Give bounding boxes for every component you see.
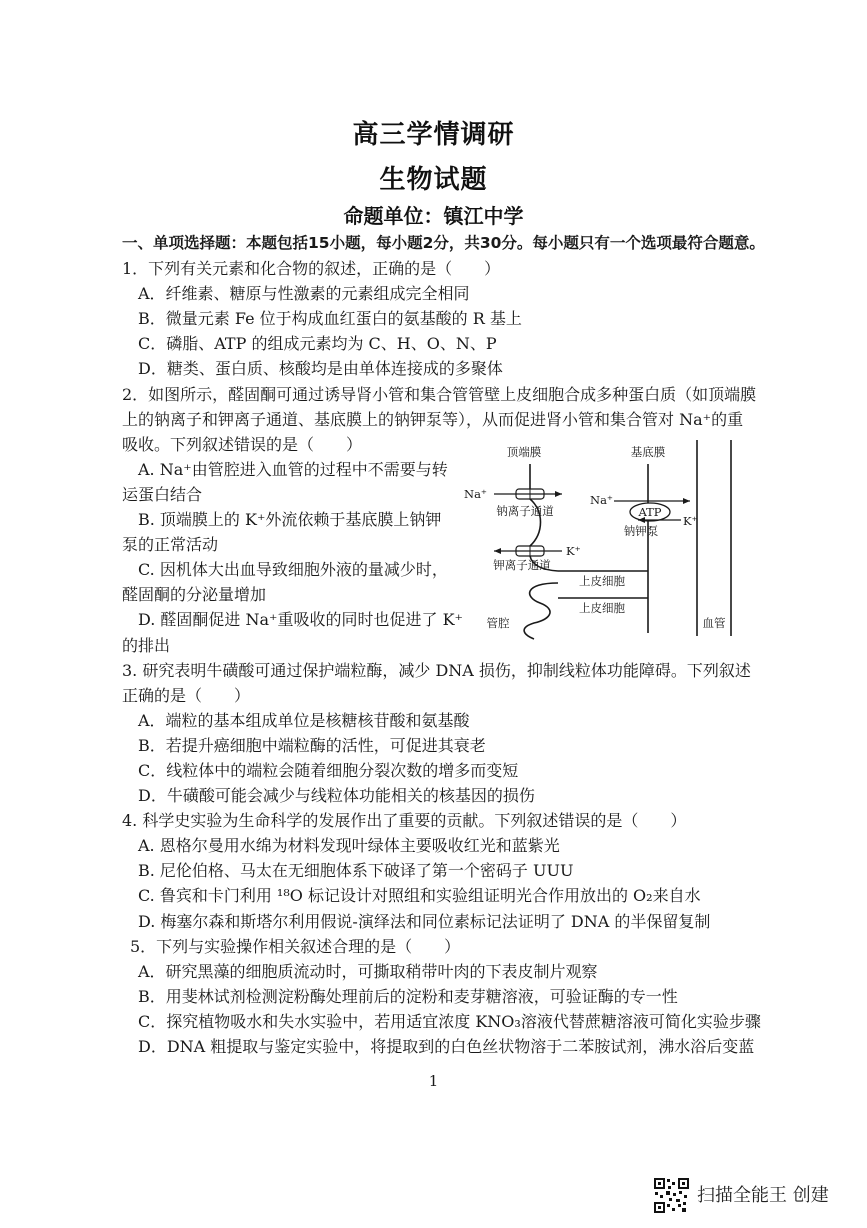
exam-title: 高三学情调研 [352,120,515,150]
question-2-option-a-continued: 运蛋白结合 [122,484,203,504]
question-1-stem: 1．下列有关元素和化合物的叙述，正确的是（ ） [122,259,501,279]
question-3-stem-continued: 正确的是（ ） [122,685,251,705]
question-2-stem: 2．如图所示，醛固酮可通过诱导肾小管和集合管管壁上皮细胞合成多种蛋白质（如顶端膜 [122,384,757,404]
question-1-option-a: A．纤维素、糖原与性激素的元素组成完全相同 [138,284,470,304]
question-2-option-b-continued: 泵的正常活动 [122,535,219,555]
exam-subject: 生物试题 [379,165,488,195]
potassium-channel-label: 钾离子通道 [493,558,551,572]
section-heading: 一、单项选择题：本题包括15小题，每小题2分，共30分。每小题只有一个选项最符合题意。 [122,234,765,252]
question-2-option-a: A. Na⁺由管腔进入血管的过程中不需要与转 [138,459,448,479]
question-4-option-a: A. 恩格尔曼用水绵为材料发现叶绿体主要吸收红光和蓝紫光 [138,836,560,856]
kidney-tubule-diagram [462,437,752,641]
basal-membrane-label: 基底膜 [630,445,666,459]
question-2-stem-continued: 吸收。下列叙述错误的是（ ） [122,434,363,454]
question-3-option-c: C．线粒体中的端粒会随着细胞分裂次数的增多而变短 [138,760,519,780]
sodium-potassium-pump-label: 钠钾泵 [623,524,659,538]
potassium-ion-pump-label: K⁺ [683,514,698,528]
question-2-option-c: C. 因机体大出血导致细胞外液的量减少时， [138,560,448,580]
question-5-option-a: A．研究黑藻的细胞质流动时，可撕取稍带叶肉的下表皮制片观察 [138,961,598,981]
qr-code-icon [653,1177,690,1214]
question-5-option-c: C．探究植物吸水和失水实验中，若用适宜浓度 KNO₃溶液代替蔗糖溶液可简化实验步骤 [138,1011,761,1031]
blood-vessel-label: 血管 [702,616,726,630]
question-1-option-c: C．磷脂、ATP 的组成元素均为 C、H、O、N、P [138,334,497,354]
question-4-stem: 4. 科学史实验为生命科学的发展作出了重要的贡献。下列叙述错误的是（ ） [122,811,687,831]
question-3-stem: 3. 研究表明牛磺酸可通过保护端粒酶，减少 DNA 损伤，抑制线粒体功能障碍。下列叙述 [122,660,751,680]
epithelial-cell-label-lower: 上皮细胞 [579,601,625,615]
question-2-option-c-continued: 醛固酮的分泌量增加 [122,585,267,605]
question-1-option-b: B．微量元素 Fe 位于构成血红蛋白的氨基酸的 R 基上 [138,309,522,329]
question-2-stem-continued: 上的钠离子和钾离子通道、基底膜上的钠钾泵等），从而促进肾小管和集合管对 Na⁺的重 [122,409,744,429]
question-4-option-d: D. 梅塞尔森和斯塔尔利用假说-演绎法和同位素标记法证明了 DNA 的半保留复制 [138,911,711,931]
question-5-option-b: B．用斐林试剂检测淀粉酶处理前后的淀粉和麦芽糖溶液，可验证酶的专一性 [138,986,678,1006]
question-3-option-d: D．牛磺酸可能会减少与线粒体功能相关的核基因的损伤 [138,786,535,806]
exam-setter-unit: 命题单位：镇江中学 [343,204,524,228]
question-5-stem: 5．下列与实验操作相关叙述合理的是（ ） [130,936,461,956]
question-3-option-b: B．若提升癌细胞中端粒酶的活性，可促进其衰老 [138,735,486,755]
question-5-option-d: D．DNA 粗提取与鉴定实验中，将提取到的白色丝状物溶于二苯胺试剂，沸水浴后变蓝 [138,1037,755,1056]
epithelial-cell-label-upper: 上皮细胞 [579,574,625,588]
question-2-option-b: B. 顶端膜上的 K⁺外流依赖于基底膜上钠钾 [138,510,442,530]
question-2-option-d: D. 醛固酮促进 Na⁺重吸收的同时也促进了 K⁺ [138,610,463,630]
sodium-ion-pump-label: Na⁺ [590,493,613,507]
scanner-watermark-text: 扫描全能王 创建 [697,1185,829,1206]
lumen-label: 管腔 [486,616,510,630]
question-1-option-d: D．糖类、蛋白质、核酸均是由单体连接成的多聚体 [138,359,503,379]
question-4-option-c: C. 鲁宾和卡门利用 ¹⁸O 标记设计对照组和实验组证明光合作用放出的 O₂来自水 [138,886,701,906]
apical-membrane-label: 顶端膜 [506,445,542,459]
question-2-option-d-continued: 的排出 [122,635,171,655]
atp-label: ATP [638,505,662,519]
question-3-option-a: A．端粒的基本组成单位是核糖核苷酸和氨基酸 [138,710,470,730]
question-list [122,231,782,1059]
sodium-channel-label: 钠离子通道 [496,504,554,518]
page-number: 1 [428,1072,439,1090]
sodium-ion-lumen-label: Na⁺ [464,487,487,501]
question-4-option-b: B. 尼伦伯格、马太在无细胞体系下破译了第一个密码子 UUU [138,861,574,881]
potassium-ion-lumen-label: K⁺ [566,544,581,558]
microvilli-line [524,583,558,639]
